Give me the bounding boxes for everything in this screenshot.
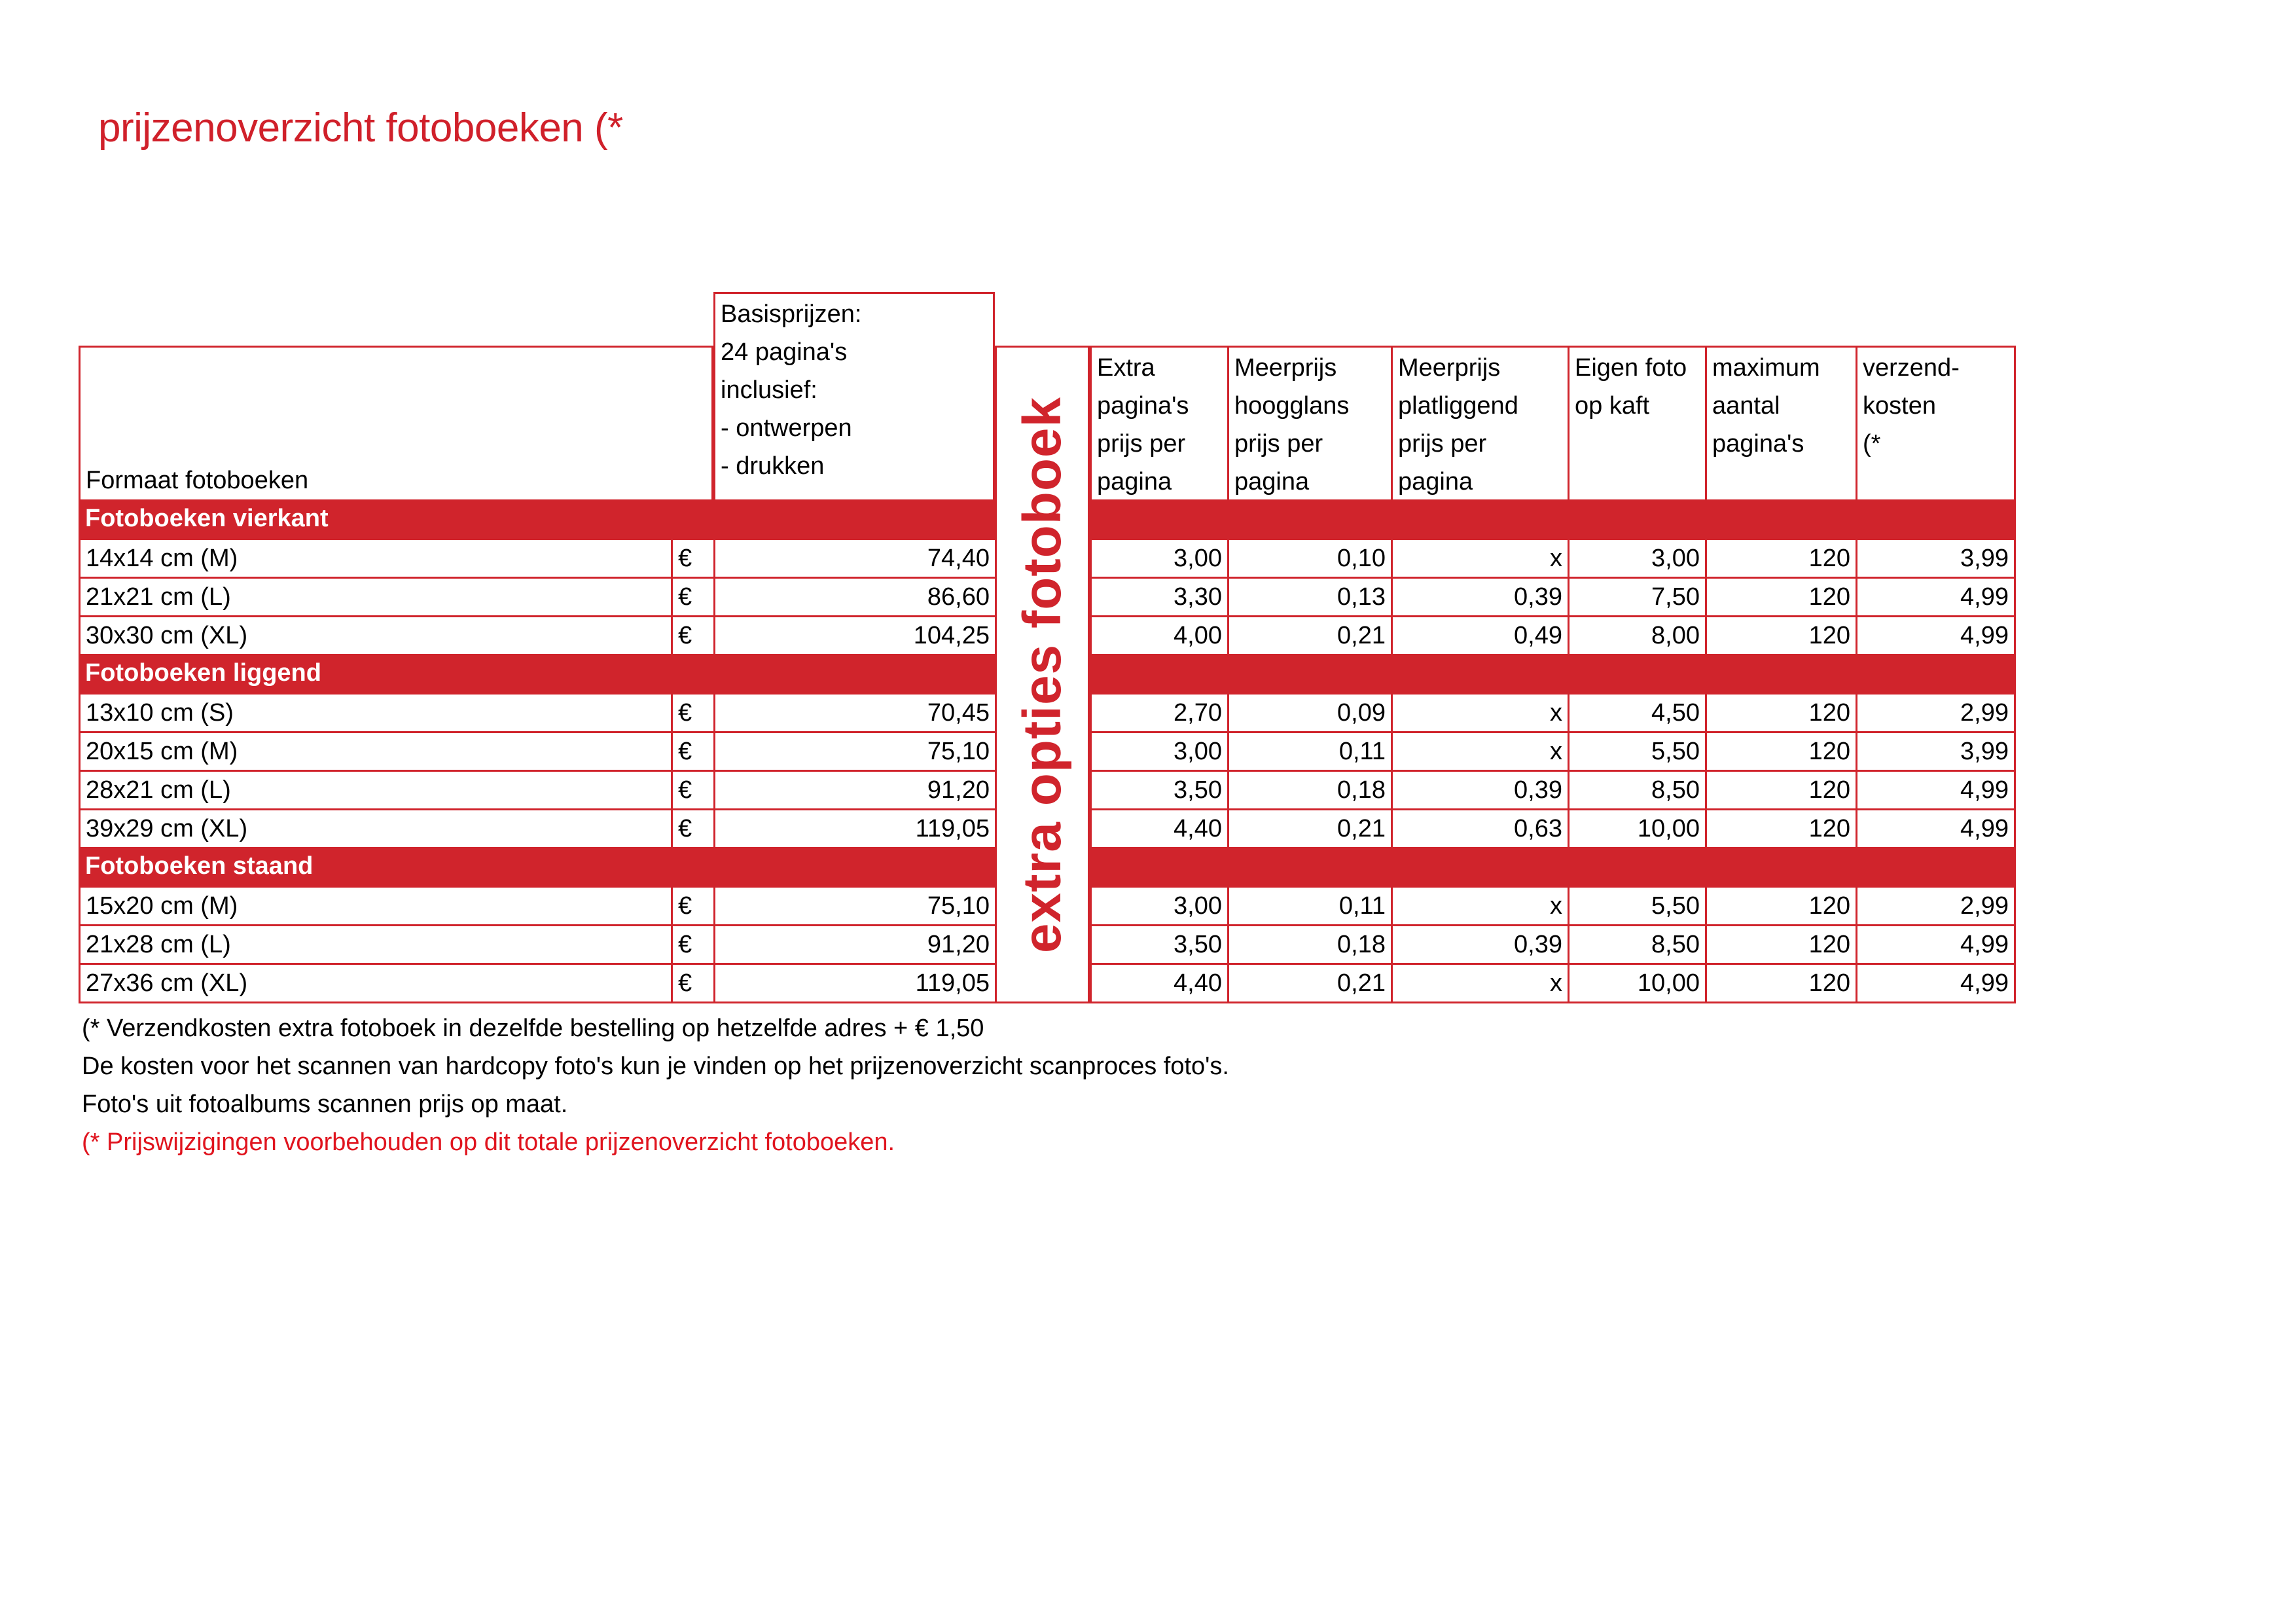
shipping-cell: 4,99 xyxy=(1856,770,2016,810)
column-header-shipping xyxy=(1856,346,2016,501)
currency-cell: € xyxy=(671,731,715,772)
column-header-line: (* xyxy=(1863,430,1881,458)
base-price-cell: 91,20 xyxy=(713,924,997,965)
footnote: Foto's uit fotoalbums scannen prijs op maat. xyxy=(82,1091,568,1118)
own-cover-cell: 8,50 xyxy=(1568,924,1707,965)
layflat-cell: 0,49 xyxy=(1391,615,1570,656)
own-cover-cell: 7,50 xyxy=(1568,577,1707,617)
shipping-cell: 4,99 xyxy=(1856,808,2016,849)
base-price-header-line: - drukken xyxy=(721,452,825,480)
layflat-cell: 0,39 xyxy=(1391,577,1570,617)
column-header-line: maximum xyxy=(1712,354,1820,382)
format-cell: 14x14 cm (M) xyxy=(79,538,673,579)
column-header-line: pagina's xyxy=(1712,430,1804,458)
layflat-cell: 0,39 xyxy=(1391,924,1570,965)
format-cell: 27x36 cm (XL) xyxy=(79,963,673,1003)
gloss-cell: 0,18 xyxy=(1227,924,1393,965)
currency-cell: € xyxy=(671,808,715,849)
base-price-header-line: Basisprijzen: xyxy=(721,300,862,328)
base-price-cell: 74,40 xyxy=(713,538,997,579)
section-header: Fotoboeken liggend xyxy=(79,654,2016,695)
currency-cell: € xyxy=(671,924,715,965)
own-cover-cell: 8,00 xyxy=(1568,615,1707,656)
column-header-line: op kaft xyxy=(1575,392,1650,420)
gloss-cell: 0,09 xyxy=(1227,693,1393,733)
currency-cell: € xyxy=(671,615,715,656)
layflat-cell: 0,39 xyxy=(1391,770,1570,810)
own-cover-cell: 5,50 xyxy=(1568,731,1707,772)
column-header-line: pagina xyxy=(1097,468,1172,496)
gloss-cell: 0,18 xyxy=(1227,770,1393,810)
column-header-line: aantal xyxy=(1712,392,1780,420)
own-cover-cell: 8,50 xyxy=(1568,770,1707,810)
column-header-line: verzend- xyxy=(1863,354,1960,382)
own-cover-cell: 3,00 xyxy=(1568,538,1707,579)
column-header-line: prijs per xyxy=(1398,430,1487,458)
gloss-cell: 0,11 xyxy=(1227,886,1393,926)
currency-cell: € xyxy=(671,770,715,810)
gloss-cell: 0,21 xyxy=(1227,808,1393,849)
gloss-cell: 0,13 xyxy=(1227,577,1393,617)
currency-cell: € xyxy=(671,577,715,617)
shipping-cell: 2,99 xyxy=(1856,886,2016,926)
shipping-cell: 2,99 xyxy=(1856,693,2016,733)
own-cover-cell: 4,50 xyxy=(1568,693,1707,733)
extra-options-column xyxy=(995,346,1090,1003)
layflat-cell: x xyxy=(1391,693,1570,733)
column-header-line: Meerprijs xyxy=(1234,354,1337,382)
own-cover-cell: 10,00 xyxy=(1568,808,1707,849)
currency-cell: € xyxy=(671,538,715,579)
column-header-line: Eigen foto xyxy=(1575,354,1687,382)
layflat-cell: x xyxy=(1391,963,1570,1003)
max-pages-cell: 120 xyxy=(1705,770,1857,810)
base-price-cell: 104,25 xyxy=(713,615,997,656)
column-header-line: Meerprijs xyxy=(1398,354,1501,382)
extra-pages-cell: 2,70 xyxy=(1090,693,1229,733)
footnote: (* Prijswijzigingen voorbehouden op dit totale prijzenoverzicht fotoboeken. xyxy=(82,1128,895,1156)
extra-pages-cell: 4,40 xyxy=(1090,808,1229,849)
column-header-line: pagina's xyxy=(1097,392,1189,420)
gloss-cell: 0,10 xyxy=(1227,538,1393,579)
currency-cell: € xyxy=(671,886,715,926)
section-header: Fotoboeken staand xyxy=(79,847,2016,888)
own-cover-cell: 5,50 xyxy=(1568,886,1707,926)
format-header xyxy=(79,346,713,501)
base-price-cell: 86,60 xyxy=(713,577,997,617)
footnote: De kosten voor het scannen van hardcopy foto's kun je vinden op het prijzenoverzicht scanproces foto's. xyxy=(82,1053,1229,1080)
base-price-cell: 119,05 xyxy=(713,808,997,849)
currency-cell: € xyxy=(671,693,715,733)
shipping-cell: 3,99 xyxy=(1856,538,2016,579)
base-price-header xyxy=(713,292,995,501)
shipping-cell: 3,99 xyxy=(1856,731,2016,772)
section-header: Fotoboeken vierkant xyxy=(79,499,2016,540)
base-price-header-line: inclusief: xyxy=(721,376,817,404)
extra-pages-cell: 3,00 xyxy=(1090,538,1229,579)
gloss-cell: 0,11 xyxy=(1227,731,1393,772)
currency-cell: € xyxy=(671,963,715,1003)
extra-pages-cell: 3,30 xyxy=(1090,577,1229,617)
column-header-max-pages xyxy=(1705,346,1857,501)
column-header-line: prijs per xyxy=(1234,430,1323,458)
shipping-cell: 4,99 xyxy=(1856,615,2016,656)
base-price-cell: 75,10 xyxy=(713,731,997,772)
format-cell: 15x20 cm (M) xyxy=(79,886,673,926)
base-price-cell: 75,10 xyxy=(713,886,997,926)
layflat-cell: 0,63 xyxy=(1391,808,1570,849)
extra-pages-cell: 3,00 xyxy=(1090,886,1229,926)
gloss-cell: 0,21 xyxy=(1227,963,1393,1003)
layflat-cell: x xyxy=(1391,886,1570,926)
format-header-label: Formaat fotoboeken xyxy=(86,467,309,494)
shipping-cell: 4,99 xyxy=(1856,963,2016,1003)
format-cell: 39x29 cm (XL) xyxy=(79,808,673,849)
base-price-header-line: - ontwerpen xyxy=(721,414,852,442)
extra-options-label: extra opties fotoboek xyxy=(1012,396,1072,953)
column-header-extra-pages xyxy=(1090,346,1229,501)
page-title: prijzenoverzicht fotoboeken (* xyxy=(98,105,623,151)
format-cell: 21x21 cm (L) xyxy=(79,577,673,617)
column-header-layflat xyxy=(1391,346,1570,501)
extra-pages-cell: 3,50 xyxy=(1090,770,1229,810)
extra-pages-cell: 3,00 xyxy=(1090,731,1229,772)
shipping-cell: 4,99 xyxy=(1856,924,2016,965)
max-pages-cell: 120 xyxy=(1705,538,1857,579)
footnote: (* Verzendkosten extra fotoboek in dezelfde bestelling op hetzelfde adres + € 1,50 xyxy=(82,1015,984,1042)
format-cell: 28x21 cm (L) xyxy=(79,770,673,810)
max-pages-cell: 120 xyxy=(1705,577,1857,617)
max-pages-cell: 120 xyxy=(1705,615,1857,656)
gloss-cell: 0,21 xyxy=(1227,615,1393,656)
column-header-line: pagina xyxy=(1234,468,1310,496)
column-header-line: hoogglans xyxy=(1234,392,1350,420)
column-header-line: Extra xyxy=(1097,354,1155,382)
own-cover-cell: 10,00 xyxy=(1568,963,1707,1003)
column-header-line: platliggend xyxy=(1398,392,1518,420)
extra-pages-cell: 4,40 xyxy=(1090,963,1229,1003)
column-header-gloss xyxy=(1227,346,1393,501)
format-cell: 30x30 cm (XL) xyxy=(79,615,673,656)
base-price-header-line: 24 pagina's xyxy=(721,338,848,366)
column-header-line: prijs per xyxy=(1097,430,1186,458)
max-pages-cell: 120 xyxy=(1705,924,1857,965)
max-pages-cell: 120 xyxy=(1705,963,1857,1003)
shipping-cell: 4,99 xyxy=(1856,577,2016,617)
extra-pages-cell: 3,50 xyxy=(1090,924,1229,965)
max-pages-cell: 120 xyxy=(1705,693,1857,733)
base-price-cell: 70,45 xyxy=(713,693,997,733)
max-pages-cell: 120 xyxy=(1705,808,1857,849)
max-pages-cell: 120 xyxy=(1705,886,1857,926)
format-cell: 13x10 cm (S) xyxy=(79,693,673,733)
layflat-cell: x xyxy=(1391,538,1570,579)
base-price-cell: 91,20 xyxy=(713,770,997,810)
column-header-line: kosten xyxy=(1863,392,1936,420)
format-cell: 21x28 cm (L) xyxy=(79,924,673,965)
extra-pages-cell: 4,00 xyxy=(1090,615,1229,656)
column-header-own-cover xyxy=(1568,346,1707,501)
max-pages-cell: 120 xyxy=(1705,731,1857,772)
layflat-cell: x xyxy=(1391,731,1570,772)
base-price-cell: 119,05 xyxy=(713,963,997,1003)
format-cell: 20x15 cm (M) xyxy=(79,731,673,772)
column-header-line: pagina xyxy=(1398,468,1473,496)
